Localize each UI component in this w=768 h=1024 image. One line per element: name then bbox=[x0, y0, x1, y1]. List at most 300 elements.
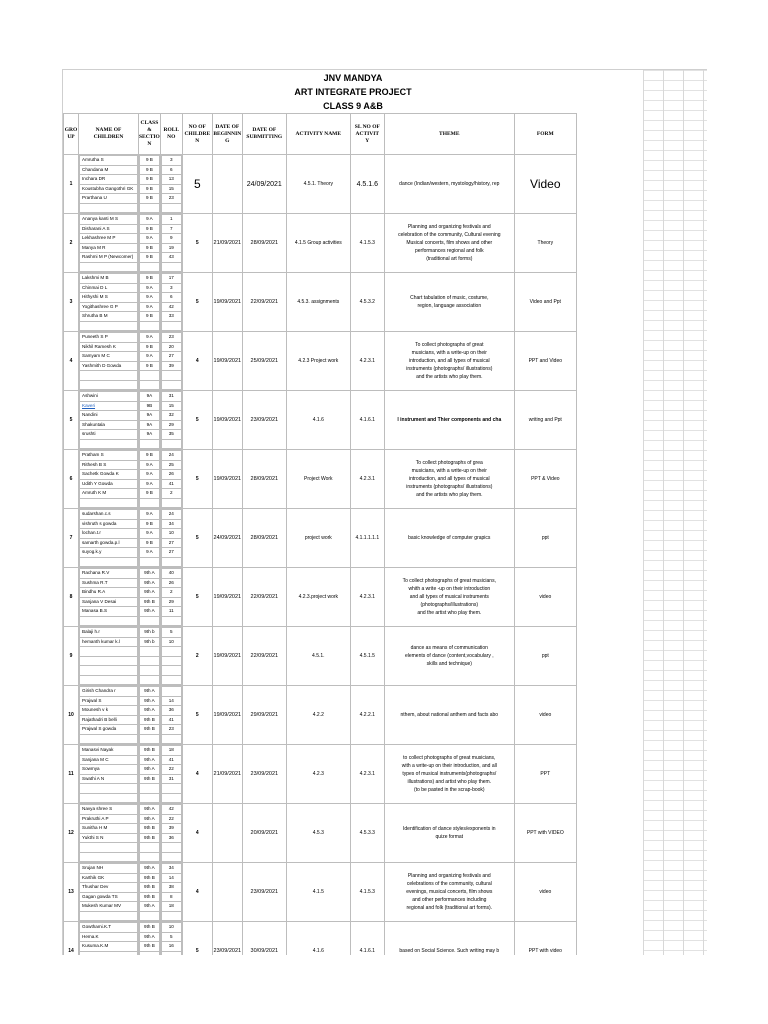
member-class bbox=[140, 911, 160, 921]
member-class bbox=[140, 843, 160, 853]
member-name-list bbox=[79, 922, 138, 955]
member-row bbox=[161, 734, 181, 744]
member-class: 9th A bbox=[140, 578, 160, 588]
member-name: Amrutha S bbox=[80, 156, 138, 166]
group-row bbox=[64, 863, 577, 922]
member-name-list bbox=[79, 745, 138, 803]
member-row bbox=[80, 234, 138, 244]
member-roll bbox=[161, 371, 181, 381]
member-row bbox=[140, 302, 160, 312]
member-name: Sanjana M C bbox=[80, 755, 138, 765]
member-row bbox=[140, 184, 160, 194]
member-name: Sunitha H M bbox=[80, 824, 138, 834]
member-row bbox=[140, 902, 160, 912]
group-row bbox=[64, 450, 577, 509]
member-roll: 15 bbox=[161, 401, 181, 411]
member-row bbox=[80, 498, 138, 508]
member-roll bbox=[161, 439, 181, 449]
member-row bbox=[80, 578, 138, 588]
member-row bbox=[140, 666, 160, 676]
member-roll-list bbox=[161, 450, 182, 508]
member-class-cell bbox=[139, 332, 161, 391]
member-name bbox=[80, 371, 138, 381]
member-class: 9th A bbox=[140, 706, 160, 716]
member-class: 9 A bbox=[140, 302, 160, 312]
member-roll bbox=[161, 675, 181, 685]
group-number: 1 bbox=[64, 155, 79, 214]
member-row bbox=[80, 734, 138, 744]
member-class: 9th A bbox=[140, 902, 160, 912]
activity-slno: 4.1.6.1 bbox=[350, 922, 384, 956]
header-theme: THEME bbox=[384, 114, 514, 155]
member-roll: 27 bbox=[161, 538, 181, 548]
member-row bbox=[80, 569, 138, 579]
date-begin: 19/09/2021 bbox=[212, 391, 242, 450]
member-row bbox=[80, 352, 138, 362]
member-row bbox=[140, 706, 160, 716]
theme-line: region, language association bbox=[417, 303, 482, 309]
member-row bbox=[80, 793, 138, 803]
member-class: 9th B bbox=[140, 824, 160, 834]
member-class: 9th B bbox=[140, 833, 160, 843]
member-roll: 2 bbox=[161, 489, 181, 499]
member-name bbox=[80, 616, 138, 626]
member-row bbox=[80, 262, 138, 272]
member-row bbox=[140, 675, 160, 685]
member-row bbox=[161, 401, 181, 411]
member-name: Inchara DR bbox=[80, 175, 138, 185]
member-class: 9 B bbox=[140, 243, 160, 253]
member-row bbox=[80, 597, 138, 607]
member-row bbox=[80, 184, 138, 194]
member-name-list bbox=[79, 509, 138, 567]
member-roll: 7 bbox=[161, 224, 181, 234]
member-row bbox=[80, 283, 138, 293]
member-class-list bbox=[139, 332, 160, 390]
member-row bbox=[80, 715, 138, 725]
member-class-cell bbox=[139, 273, 161, 332]
member-name: vishruth s gowda bbox=[80, 519, 138, 529]
member-roll-cell bbox=[160, 509, 182, 568]
member-row bbox=[80, 401, 138, 411]
theme-line: types of musical instruments(photographs/ bbox=[402, 771, 497, 777]
member-class bbox=[140, 321, 160, 331]
member-row bbox=[161, 883, 181, 893]
member-row bbox=[140, 725, 160, 735]
member-class: 9B bbox=[140, 401, 160, 411]
member-name bbox=[80, 380, 138, 390]
member-name: Amruth K M bbox=[80, 489, 138, 499]
member-name-list bbox=[79, 568, 138, 626]
member-row bbox=[80, 342, 138, 352]
member-class: 9 B bbox=[140, 224, 160, 234]
member-name: Srujan NH bbox=[80, 864, 138, 874]
member-class: 9 B bbox=[140, 253, 160, 263]
member-row bbox=[140, 361, 160, 371]
children-count: 2 bbox=[182, 627, 212, 686]
member-roll: 31 bbox=[161, 392, 181, 402]
activity-name: 4.5.3 bbox=[286, 804, 350, 863]
member-row bbox=[161, 569, 181, 579]
member-roll-list bbox=[161, 155, 182, 213]
member-name: Prajwal S bbox=[80, 696, 138, 706]
member-row bbox=[140, 460, 160, 470]
group-row bbox=[64, 509, 577, 568]
member-roll-cell bbox=[160, 155, 182, 214]
member-row bbox=[140, 411, 160, 421]
member-class: 9th A bbox=[140, 569, 160, 579]
group-row bbox=[64, 155, 577, 214]
member-name-cell bbox=[79, 804, 139, 863]
member-class: 9A bbox=[140, 411, 160, 421]
member-name: Sachetk Gowda K bbox=[80, 470, 138, 480]
form-type: writing and Ppt bbox=[514, 391, 576, 450]
activity-slno: 4.5.3.2 bbox=[350, 273, 384, 332]
member-name bbox=[80, 656, 138, 666]
member-row bbox=[161, 529, 181, 539]
date-begin: 19/09/2021 bbox=[212, 332, 242, 391]
member-name: Mukesh Kumar MV bbox=[80, 902, 138, 912]
activity-name: 4.2.2 bbox=[286, 686, 350, 745]
member-name-cell bbox=[79, 745, 139, 804]
member-name bbox=[80, 203, 138, 213]
member-row bbox=[161, 234, 181, 244]
group-number: 14 bbox=[64, 922, 79, 956]
member-row bbox=[140, 784, 160, 794]
member-roll: 35 bbox=[161, 430, 181, 440]
date-submit: 22/09/2021 bbox=[242, 627, 286, 686]
member-roll bbox=[161, 793, 181, 803]
header-count: NO OF CHILDRE N bbox=[182, 114, 212, 155]
member-roll: 14 bbox=[161, 873, 181, 883]
member-row bbox=[161, 548, 181, 558]
children-count: 5 bbox=[182, 509, 212, 568]
member-row bbox=[161, 923, 181, 933]
member-row bbox=[161, 312, 181, 322]
member-roll: 10 bbox=[161, 923, 181, 933]
member-name-cell bbox=[79, 155, 139, 214]
member-name-cell bbox=[79, 214, 139, 273]
member-roll bbox=[161, 951, 181, 955]
member-row bbox=[140, 637, 160, 647]
member-name-cell bbox=[79, 391, 139, 450]
member-row bbox=[140, 439, 160, 449]
member-row bbox=[161, 696, 181, 706]
member-roll: 15 bbox=[161, 184, 181, 194]
member-class: 9 B bbox=[140, 175, 160, 185]
member-roll-cell bbox=[160, 568, 182, 627]
children-count: 5 bbox=[182, 214, 212, 273]
member-class: 9 A bbox=[140, 215, 160, 225]
member-row bbox=[80, 873, 138, 883]
member-row bbox=[140, 352, 160, 362]
member-class bbox=[140, 656, 160, 666]
member-name bbox=[80, 951, 138, 955]
member-row bbox=[80, 420, 138, 430]
member-row bbox=[161, 510, 181, 520]
member-name: Yashmith D Gowda bbox=[80, 361, 138, 371]
member-name: Manya M R bbox=[80, 243, 138, 253]
member-row bbox=[140, 793, 160, 803]
header-group: GRO UP bbox=[64, 114, 79, 155]
theme-cell bbox=[384, 627, 514, 686]
member-name bbox=[80, 793, 138, 803]
member-roll: 34 bbox=[161, 864, 181, 874]
date-begin: 19/09/2021 bbox=[212, 273, 242, 332]
member-class-cell bbox=[139, 155, 161, 214]
member-row bbox=[140, 479, 160, 489]
member-row bbox=[140, 628, 160, 638]
member-roll-cell bbox=[160, 450, 182, 509]
member-row bbox=[140, 371, 160, 381]
member-class-cell bbox=[139, 686, 161, 745]
form-type: video bbox=[514, 863, 576, 922]
member-roll: 6 bbox=[161, 165, 181, 175]
member-row bbox=[161, 843, 181, 853]
member-class-list bbox=[139, 273, 160, 331]
member-row bbox=[80, 470, 138, 480]
member-name bbox=[80, 734, 138, 744]
member-class: 9th B bbox=[140, 746, 160, 756]
member-row bbox=[140, 923, 160, 933]
date-begin: 23/09/2021 bbox=[212, 922, 242, 956]
member-name-cell bbox=[79, 627, 139, 686]
member-roll bbox=[161, 380, 181, 390]
member-roll-list bbox=[161, 627, 182, 685]
activity-slno: 4.2.3.1 bbox=[350, 745, 384, 804]
theme-cell bbox=[384, 273, 514, 332]
member-row bbox=[80, 932, 138, 942]
member-row bbox=[161, 588, 181, 598]
member-class-list bbox=[139, 391, 160, 449]
member-row bbox=[80, 706, 138, 716]
member-row bbox=[140, 911, 160, 921]
member-row bbox=[161, 932, 181, 942]
member-row bbox=[140, 529, 160, 539]
member-row bbox=[80, 843, 138, 853]
member-name: lochan.t.r bbox=[80, 529, 138, 539]
member-roll-list bbox=[161, 922, 182, 955]
member-class-cell bbox=[139, 745, 161, 804]
member-class: 9 B bbox=[140, 519, 160, 529]
member-roll: 41 bbox=[161, 479, 181, 489]
member-roll: 26 bbox=[161, 470, 181, 480]
member-name-cell bbox=[79, 450, 139, 509]
date-submit: 23/09/2021 bbox=[242, 391, 286, 450]
children-count: 4 bbox=[182, 332, 212, 391]
member-class: 9th A bbox=[140, 588, 160, 598]
member-row bbox=[80, 883, 138, 893]
member-row bbox=[80, 175, 138, 185]
member-row bbox=[161, 902, 181, 912]
member-row bbox=[140, 489, 160, 499]
member-row bbox=[161, 184, 181, 194]
member-row bbox=[140, 814, 160, 824]
member-name: Girish Chandra r bbox=[80, 687, 138, 697]
member-name: Kusuma.K.M bbox=[80, 942, 138, 952]
member-row bbox=[161, 361, 181, 371]
member-row bbox=[80, 588, 138, 598]
member-name: Shrutha B M bbox=[80, 312, 138, 322]
member-name: Nandini bbox=[80, 411, 138, 421]
member-row bbox=[161, 687, 181, 697]
group-row bbox=[64, 922, 577, 956]
member-class: 9th B bbox=[140, 892, 160, 902]
member-row bbox=[161, 911, 181, 921]
member-row bbox=[161, 479, 181, 489]
member-roll bbox=[161, 852, 181, 862]
member-row bbox=[140, 578, 160, 588]
member-row bbox=[161, 942, 181, 952]
date-begin: 19/09/2021 bbox=[212, 686, 242, 745]
member-roll-list bbox=[161, 509, 182, 567]
member-class bbox=[140, 793, 160, 803]
group-row bbox=[64, 686, 577, 745]
activity-name: 4.1.6 bbox=[286, 391, 350, 450]
member-roll: 25 bbox=[161, 460, 181, 470]
member-class: 9 A bbox=[140, 460, 160, 470]
member-roll: 39 bbox=[161, 361, 181, 371]
member-row bbox=[161, 194, 181, 204]
theme-line: (photographs/illustrations) bbox=[420, 602, 479, 608]
member-row bbox=[80, 538, 138, 548]
member-roll: 32 bbox=[161, 411, 181, 421]
member-row bbox=[161, 793, 181, 803]
member-class bbox=[140, 666, 160, 676]
member-row bbox=[161, 892, 181, 902]
member-row bbox=[161, 460, 181, 470]
member-row bbox=[140, 557, 160, 567]
member-roll: 3 bbox=[161, 156, 181, 166]
member-row bbox=[80, 666, 138, 676]
member-class bbox=[140, 951, 160, 955]
member-class-list bbox=[139, 155, 160, 213]
member-row bbox=[161, 755, 181, 765]
member-class bbox=[140, 616, 160, 626]
member-name: Navya shree S bbox=[80, 805, 138, 815]
member-row bbox=[161, 175, 181, 185]
member-row bbox=[161, 392, 181, 402]
member-row bbox=[161, 371, 181, 381]
date-submit: 28/09/2021 bbox=[242, 214, 286, 273]
activity-slno: 4.1.5.3 bbox=[350, 863, 384, 922]
member-class: 9th B bbox=[140, 725, 160, 735]
member-name: Hema.K bbox=[80, 932, 138, 942]
member-roll bbox=[161, 687, 181, 697]
member-name: Manasa B.S bbox=[80, 607, 138, 617]
empty-grid-area bbox=[643, 70, 707, 955]
member-roll-cell bbox=[160, 273, 182, 332]
member-name: Gowthami.K.T bbox=[80, 923, 138, 933]
member-row bbox=[161, 656, 181, 666]
member-name: Lekhashree M P bbox=[80, 234, 138, 244]
theme-cell bbox=[384, 214, 514, 273]
header-slno: SL NO OF ACTIVIT Y bbox=[350, 114, 384, 155]
member-row bbox=[161, 647, 181, 657]
member-row bbox=[161, 784, 181, 794]
member-row bbox=[161, 666, 181, 676]
member-name-cell bbox=[79, 332, 139, 391]
member-roll-cell bbox=[160, 627, 182, 686]
member-row bbox=[161, 951, 181, 955]
member-row bbox=[80, 243, 138, 253]
member-roll: 36 bbox=[161, 706, 181, 716]
member-row bbox=[80, 784, 138, 794]
member-row bbox=[161, 243, 181, 253]
member-row bbox=[161, 352, 181, 362]
member-class bbox=[140, 380, 160, 390]
member-class: 9th A bbox=[140, 932, 160, 942]
member-class: 9A bbox=[140, 430, 160, 440]
member-row bbox=[140, 283, 160, 293]
member-roll-list bbox=[161, 745, 182, 803]
member-roll: 6 bbox=[161, 293, 181, 303]
date-begin: 21/09/2021 bbox=[212, 745, 242, 804]
group-number: 5 bbox=[64, 391, 79, 450]
member-row bbox=[140, 470, 160, 480]
class-title: CLASS 9 A&B bbox=[323, 101, 383, 111]
form-type: Video bbox=[514, 155, 576, 214]
member-row bbox=[80, 607, 138, 617]
header-roll: ROLL NO bbox=[160, 114, 182, 155]
member-class: 9 A bbox=[140, 234, 160, 244]
member-row bbox=[80, 814, 138, 824]
member-roll bbox=[161, 262, 181, 272]
member-row bbox=[80, 892, 138, 902]
member-class: 9th A bbox=[140, 696, 160, 706]
member-row bbox=[140, 569, 160, 579]
member-row bbox=[140, 312, 160, 322]
member-row bbox=[80, 902, 138, 912]
member-name: Prarthana U bbox=[80, 194, 138, 204]
member-row bbox=[161, 616, 181, 626]
member-roll: 34 bbox=[161, 519, 181, 529]
member-row bbox=[140, 588, 160, 598]
date-submit: 28/09/2021 bbox=[242, 509, 286, 568]
member-name bbox=[80, 557, 138, 567]
member-roll bbox=[161, 666, 181, 676]
children-count: 5 bbox=[182, 391, 212, 450]
theme-line: To collect photographs of great musicians, bbox=[402, 578, 496, 584]
theme-cell bbox=[384, 922, 514, 956]
theme-line: basic knowledge of computer grapics bbox=[408, 535, 491, 541]
member-row bbox=[161, 342, 181, 352]
member-name: Kaveri bbox=[80, 401, 138, 411]
theme-cell bbox=[384, 745, 514, 804]
children-count: 4 bbox=[182, 804, 212, 863]
member-roll: 11 bbox=[161, 607, 181, 617]
member-roll: 14 bbox=[161, 696, 181, 706]
member-name: Samyam M C bbox=[80, 352, 138, 362]
theme-line: evenings, musical concerts, film shows bbox=[406, 889, 493, 895]
theme-line: dance (Indian/western, mystology/history, rep bbox=[399, 181, 500, 187]
member-class: 9th A bbox=[140, 687, 160, 697]
group-number: 10 bbox=[64, 686, 79, 745]
member-row bbox=[161, 637, 181, 647]
activity-name: 4.2.3.project work bbox=[286, 568, 350, 627]
member-row bbox=[80, 637, 138, 647]
member-row bbox=[80, 411, 138, 421]
date-submit: 23/09/2021 bbox=[242, 863, 286, 922]
date-submit: 30/09/2021 bbox=[242, 922, 286, 956]
member-roll-cell bbox=[160, 804, 182, 863]
member-row bbox=[140, 951, 160, 955]
member-roll: 10 bbox=[161, 637, 181, 647]
member-name: Rithesh B S bbox=[80, 460, 138, 470]
member-row bbox=[140, 253, 160, 263]
member-row bbox=[140, 293, 160, 303]
member-row bbox=[140, 687, 160, 697]
